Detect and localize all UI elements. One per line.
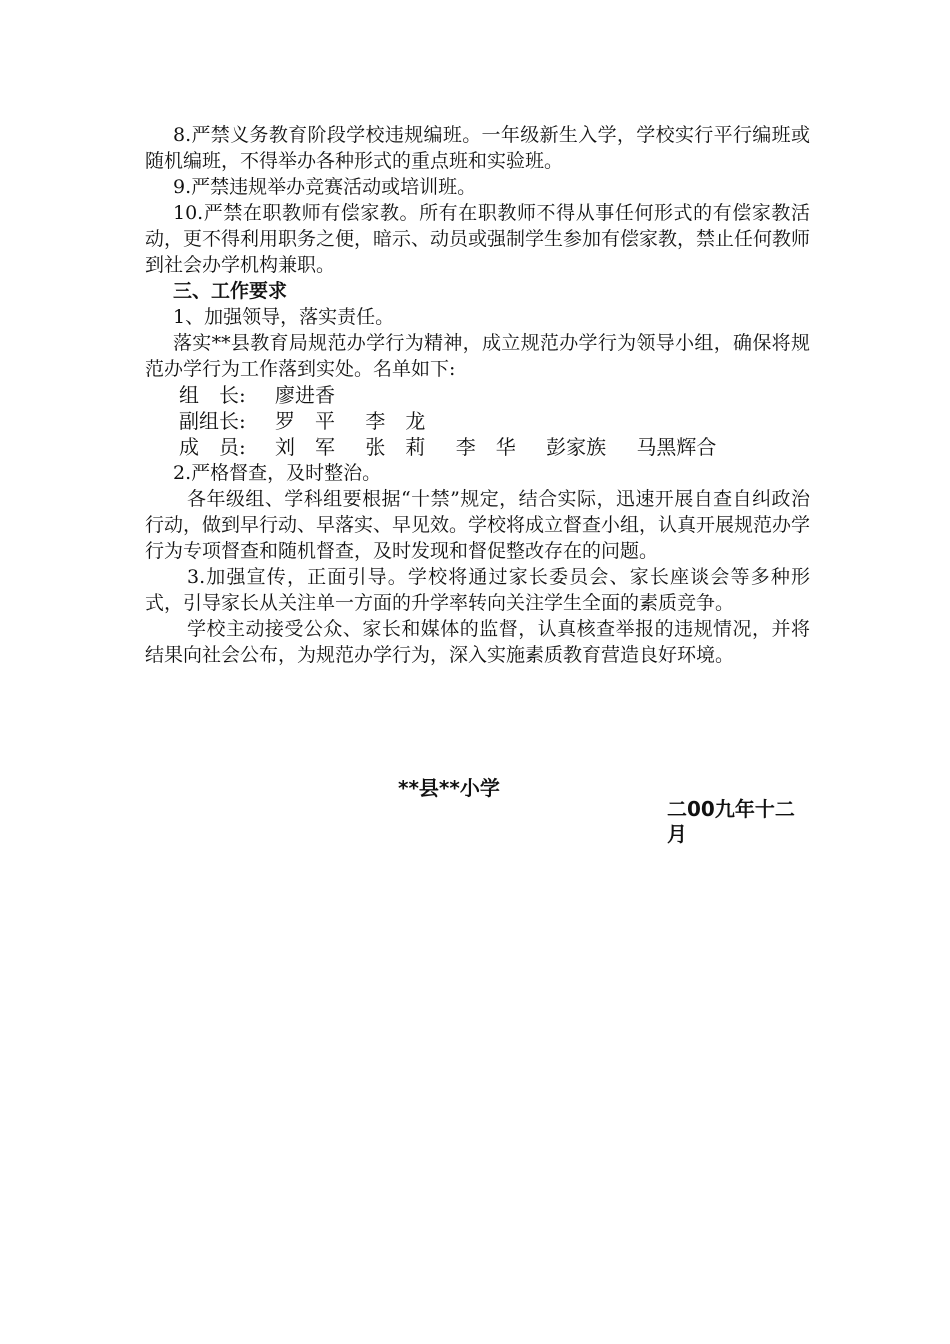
roster-name: 彭家族 — [546, 435, 607, 459]
roster-name: 刘 军 — [275, 435, 335, 459]
rule-9-paragraph: 9.严禁违规举办竞赛活动或培训班。 — [173, 176, 477, 198]
roster-leader-row — [145, 382, 810, 408]
rule-10-paragraph: 10.严禁在职教师有偿家教。所有在职教师不得从事任何形式的有偿家教活动，更不得利用职务之便，暗示、动员或强制学生参加有偿家教，禁止任何教师到社会办学机构兼职。 — [145, 202, 811, 276]
roster-name: 罗 平 — [275, 409, 335, 433]
roster-members-label: 成 员: — [179, 435, 246, 459]
roster-members-names — [275, 434, 740, 460]
signature-organization: **县**小学 — [398, 776, 500, 800]
section-heading: 三、工作要求 — [173, 280, 288, 302]
roster-leader-label: 组 长: — [179, 383, 246, 407]
item-1-text: 落实**县教育局规范办学行为精神，成立规范办学行为领导小组，确保将规范办学行为工作落到实处。名单如下: — [145, 332, 810, 380]
item-3-text: 3.加强宣传，正面引导。学校将通过家长委员会、家长座谈会等多种形式，引导家长从关注单一方面的升学率转向关注学生全面的素质竞争。 — [145, 566, 810, 614]
roster-name: 马黑辉合 — [636, 435, 717, 459]
roster-name: 李 华 — [455, 435, 516, 459]
closing-paragraph: 学校主动接受公众、家长和媒体的监督，认真核查举报的违规情况，并将结果向社会公布，为规范办学行为，深入实施素质教育营造良好环境。 — [145, 618, 810, 666]
item-1-title: 1、加强领导，落实责任。 — [173, 306, 395, 328]
roster-members-row — [145, 434, 810, 460]
roster-name: 李 龙 — [365, 409, 426, 433]
roster-leader-names — [275, 382, 359, 408]
item-2-text: 各年级组、学科组要根据“十禁”规定，结合实际，迅速开展自查自纠政治行动，做到早行动、早落实、早见效。学校将成立督查小组，认真开展规范办学行为专项督查和随机督查，及时发现和督促整改存在的问题。 — [145, 488, 811, 562]
roster-deputy-row — [145, 408, 810, 434]
signature-date: 二00九年十二月 — [667, 797, 795, 846]
roster-name: 张 莉 — [365, 435, 426, 459]
rule-8-paragraph: 8.严禁义务教育阶段学校违规编班。一年级新生入学，学校实行平行编班或随机编班，不得举办各种形式的重点班和实验班。 — [145, 124, 810, 172]
roster-deputy-names — [275, 408, 449, 434]
document-body — [145, 122, 810, 668]
roster-name: 廖进香 — [275, 383, 335, 407]
roster-deputy-label: 副组长: — [179, 409, 246, 433]
item-2-title: 2.严格督查，及时整治。 — [173, 462, 382, 484]
